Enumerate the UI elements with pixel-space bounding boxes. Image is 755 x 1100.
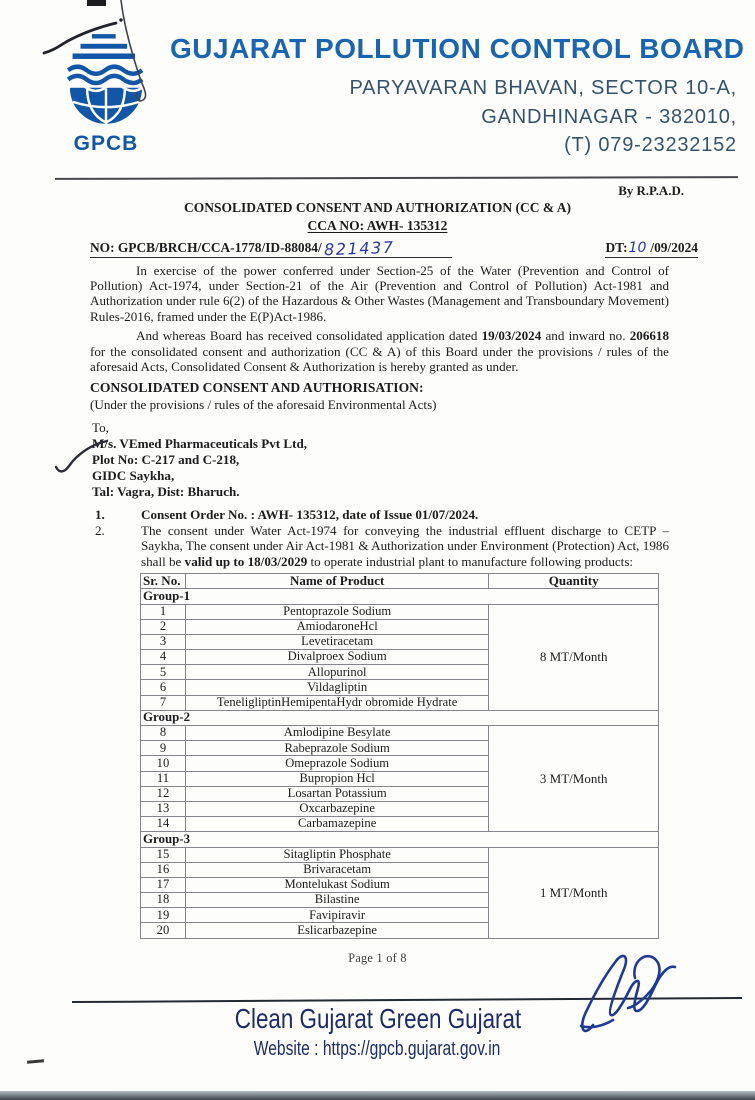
paragraph-text: and inward no. bbox=[541, 328, 630, 344]
org-name: GUJARAT POLLUTION CONTROL BOARD bbox=[170, 33, 745, 64]
product-name: Losartan Potassium bbox=[185, 786, 488, 801]
address-line: GANDHINAGAR - 382010, bbox=[481, 105, 737, 128]
product-name: TeneligliptinHemipentaHydr obromide Hydrate bbox=[185, 695, 488, 710]
product-sr: 1 bbox=[141, 604, 186, 619]
product-name: Vildagliptin bbox=[185, 680, 488, 695]
product-name: Brivaracetam bbox=[185, 862, 488, 877]
document-title: CONSOLIDATED CONSENT AND AUTHORIZATION (CC & A) bbox=[183, 200, 572, 216]
slogan-text: Clean Gujarat Green Gujarat bbox=[234, 1003, 521, 1034]
product-sr: 2 bbox=[141, 619, 186, 634]
product-sr: 7 bbox=[141, 695, 186, 710]
recipient-estate: GIDC Saykha, bbox=[92, 468, 175, 484]
item-text-segment: The consent under Water Act-1974 for conveying the industrial effluent discharge to CETP – Saykha, The consent under Air Act-1981 & Authorization under Environment (Protection) Act, 1986 shall be bbox=[141, 522, 669, 569]
date-value: /09/2024 bbox=[650, 240, 698, 256]
product-name: Carbamazepine bbox=[185, 817, 488, 832]
product-sr: 10 bbox=[141, 756, 186, 771]
section-subheading: (Under the provisions / rules of the aforesaid Environmental Acts) bbox=[90, 396, 437, 412]
item-text bbox=[141, 523, 669, 569]
handwritten-date-day: 10 bbox=[628, 240, 647, 257]
group-label: Group-1 bbox=[141, 589, 659, 604]
product-sr: 16 bbox=[141, 862, 186, 877]
product-sr: 12 bbox=[141, 786, 186, 801]
product-sr: 4 bbox=[141, 650, 186, 665]
product-sr: 11 bbox=[141, 771, 186, 786]
product-sr: 13 bbox=[141, 801, 186, 816]
gpcb-logo-icon bbox=[62, 26, 150, 132]
phone-line: (T) 079-23232152 bbox=[564, 134, 737, 156]
reference-line bbox=[90, 237, 698, 260]
product-sr: 15 bbox=[141, 847, 186, 862]
reference-prefix: NO: GPCB/BRCH/CCA-1778/ID-88084/ bbox=[90, 240, 322, 256]
quantity-cell: 3 MT/Month bbox=[489, 726, 659, 832]
product-name: Eslicarbazepine bbox=[185, 923, 488, 938]
consent-item-1 bbox=[0, 507, 755, 522]
group-label: Group-3 bbox=[141, 832, 659, 847]
scan-artifact-bottom-edge bbox=[0, 1091, 755, 1100]
recipient-district: Tal: Vagra, Dist: Bharuch. bbox=[92, 484, 240, 500]
reference-number bbox=[90, 237, 452, 260]
gpcb-logo bbox=[56, 26, 156, 156]
to-label: To, bbox=[92, 420, 109, 436]
table-header-row bbox=[141, 574, 659, 589]
quantity-cell: 1 MT/Month bbox=[489, 847, 659, 938]
product-name: Levetiracetam bbox=[185, 634, 488, 649]
product-name: Rabeprazole Sodium bbox=[185, 741, 488, 756]
product-sr: 14 bbox=[141, 817, 186, 832]
page-number: Page 1 of 8 bbox=[348, 950, 407, 965]
scan-artifact-top bbox=[87, 0, 106, 6]
paragraph-text: for the consolidated consent and authorization (CC & A) of this Board under the provisions / rules of the aforesaid Acts, Consolidated Consent & Authorization is hereby granted as under. bbox=[90, 343, 669, 375]
product-name: Amlodipine Besylate bbox=[185, 726, 488, 741]
product-name: Bilastine bbox=[185, 893, 488, 908]
product-sr: 5 bbox=[141, 665, 186, 680]
slogan bbox=[0, 1003, 755, 1035]
website-url bbox=[0, 1038, 755, 1061]
product-sr: 3 bbox=[141, 634, 186, 649]
handwritten-ref-number: 821437 bbox=[323, 237, 395, 260]
product-sr: 18 bbox=[141, 893, 186, 908]
section-heading: CONSOLIDATED CONSENT AND AUTHORISATION: bbox=[90, 380, 424, 396]
recipient-address bbox=[92, 436, 755, 501]
group-row bbox=[141, 832, 659, 847]
delivery-mode: By R.P.A.D. bbox=[618, 184, 684, 198]
product-sr: 6 bbox=[141, 680, 186, 695]
column-header-product: Name of Product bbox=[185, 574, 488, 589]
address-line: PARYAVARAN BHAVAN, SECTOR 10-A, bbox=[349, 77, 737, 99]
product-sr: 20 bbox=[141, 923, 186, 938]
product-name: Divalproex Sodium bbox=[185, 650, 488, 665]
website-text: Website : https://gpcb.gujarat.gov.in bbox=[254, 1038, 501, 1060]
gpcb-logo-label: GPCB bbox=[73, 132, 139, 155]
item-text: Consent Order No. : AWH- 135312, date of Issue 01/07/2024. bbox=[141, 506, 479, 522]
product-name: Oxcarbazepine bbox=[185, 801, 488, 816]
product-name: Montelukast Sodium bbox=[185, 877, 488, 892]
product-name: Pentoprazole Sodium bbox=[185, 604, 488, 619]
column-header-quantity: Quantity bbox=[489, 574, 659, 589]
document-body bbox=[0, 184, 755, 966]
item-number: 1. bbox=[95, 506, 105, 522]
products-table bbox=[140, 573, 659, 939]
inward-number: 206618 bbox=[629, 328, 669, 344]
product-row bbox=[141, 604, 659, 619]
product-row bbox=[141, 726, 659, 741]
product-sr: 9 bbox=[141, 741, 186, 756]
product-sr: 8 bbox=[141, 726, 186, 741]
paragraph-text: And whereas Board has received consolidated application dated bbox=[136, 328, 482, 344]
date-label: DT: bbox=[605, 240, 628, 256]
product-sr: 17 bbox=[141, 877, 186, 892]
product-name: Favipiravir bbox=[185, 908, 488, 923]
recipient-plot: Plot No: C-217 and C-218, bbox=[92, 451, 240, 467]
item-number: 2. bbox=[95, 522, 105, 538]
column-header-sr-no: Sr. No. bbox=[141, 574, 186, 589]
issue-date bbox=[605, 240, 698, 257]
paragraph-legal-basis: In exercise of the power conferred under Section-25 of the Water (Prevention and Control of Pollution) Act-1974, under Section-21 of the Air (Prevention and Control of Pollution) Act-1981 and Authorization under rule 6(2) of the Hazardous & Other Wastes (Management and Transboundary Movement) Rules-2016, framed under the E(P)Act-1986. bbox=[90, 262, 669, 324]
recipient-name: M/s. VEmed Pharmaceuticals Pvt Ltd, bbox=[92, 435, 308, 451]
group-row bbox=[141, 589, 659, 604]
letterhead bbox=[170, 33, 745, 160]
consent-items bbox=[0, 507, 755, 570]
consent-item-2 bbox=[0, 523, 755, 569]
cca-number: CCA NO: AWH- 135312 bbox=[307, 217, 448, 233]
group-label: Group-2 bbox=[141, 710, 659, 725]
item-text-segment: to operate industrial plant to manufacture following products: bbox=[307, 553, 634, 569]
paragraph-application bbox=[90, 328, 669, 374]
pen-dot bbox=[119, 18, 122, 21]
quantity-cell: 8 MT/Month bbox=[489, 604, 659, 710]
product-name: Allopurinol bbox=[185, 665, 488, 680]
group-row bbox=[141, 710, 659, 725]
product-sr: 19 bbox=[141, 908, 186, 923]
product-row bbox=[141, 847, 659, 862]
product-name: AmiodaroneHcl bbox=[185, 619, 488, 634]
product-name: Sitagliptin Phosphate bbox=[185, 847, 488, 862]
validity-date: valid up to 18/03/2029 bbox=[184, 553, 308, 569]
org-address bbox=[170, 74, 737, 160]
application-date: 19/03/2024 bbox=[481, 328, 542, 344]
scan-artifact-dash bbox=[27, 1059, 44, 1063]
product-name: Bupropion Hcl bbox=[185, 771, 488, 786]
header-divider bbox=[55, 176, 738, 180]
product-name: Omeprazole Sodium bbox=[185, 756, 488, 771]
